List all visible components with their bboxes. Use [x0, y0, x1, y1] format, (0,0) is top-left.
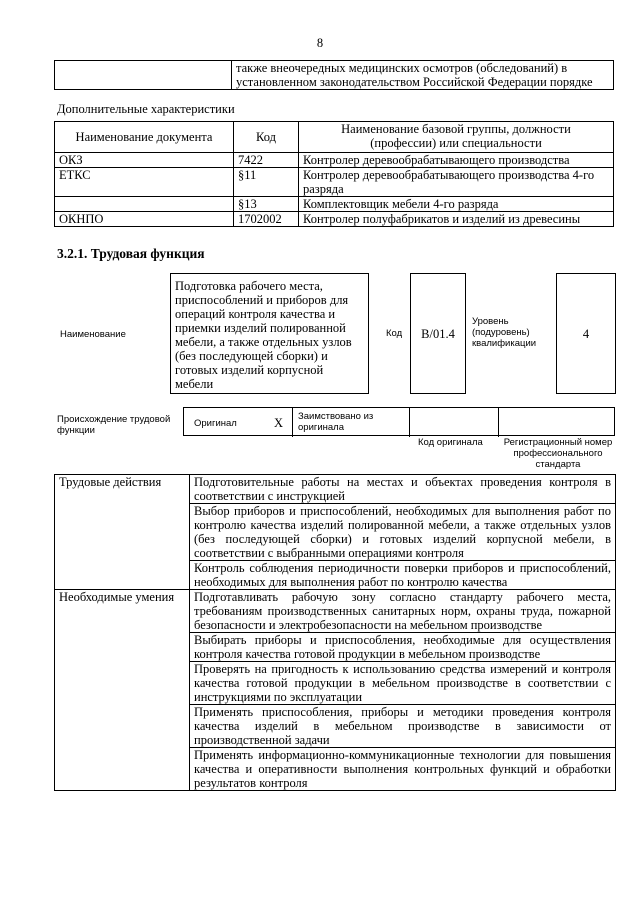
origin-label: Происхождение трудовой функции — [57, 414, 171, 436]
add-cell: ОКНПО — [55, 212, 234, 227]
add-cell: 7422 — [234, 153, 299, 168]
section-title: 3.2.1. Трудовая функция — [57, 246, 205, 261]
table-row — [55, 212, 614, 227]
add-header-name: Наименование базовой группы, должности (профессии) или специальности — [299, 122, 614, 153]
list-item: Подготовительные работы на местах и объектах проведения контроля в соответствии с инструкцией — [190, 475, 616, 504]
add-cell: ЕТКС — [55, 168, 234, 197]
table-row — [55, 153, 614, 168]
row-label-skills: Необходимые умения — [55, 590, 190, 791]
list-item: Применять приспособления, приборы и методики проведения контроля качества изделий в мебельном производстве в зависимости от производственной задачи — [190, 705, 616, 748]
divider — [409, 408, 410, 437]
code-label: Код — [386, 328, 403, 339]
page-number: 8 — [316, 36, 324, 50]
top-text-cell — [232, 61, 614, 90]
add-cell: §13 — [234, 197, 299, 212]
table-row — [55, 197, 614, 212]
add-cell: Контролер деревообрабатывающего производства — [299, 153, 614, 168]
divider — [292, 408, 293, 437]
add-cell: §11 — [234, 168, 299, 197]
top-continuation-table — [54, 60, 614, 90]
list-item: Выбор приборов и приспособлений, необходимых для выполнения работ по контролю качества изделий полированной мебели, а также отдельных узлов (без последующей сборки) и готовых изделий корпусной мебели, в соответствии с выбранными операциями контроля — [190, 504, 616, 561]
add-cell: Комплектовщик мебели 4-го разряда — [299, 197, 614, 212]
list-item: Применять информационно-коммуникационные технологии для повышения качества и оперативности выполнения контрольных функций и обработки результатов контроля — [190, 748, 616, 791]
level-value-box: 4 — [556, 273, 616, 394]
add-header-doc: Наименование документа — [55, 122, 234, 153]
top-text-line2: установленном законодательством Российской Федерации порядке — [236, 75, 593, 89]
add-cell: ОКЗ — [55, 153, 234, 168]
add-cell — [55, 197, 234, 212]
top-text-line1: также внеочередных медицинских осмотров (обследований) в — [236, 61, 568, 75]
add-cell: Контролер деревообрабатывающего производства 4-го разряда — [299, 168, 614, 197]
origin-row — [183, 407, 615, 436]
list-item: Проверять на пригодность к использованию средства измерений и контроля качества готовой продукции в мебельном производстве в соответствии с инструкциями по эксплуатации — [190, 662, 616, 705]
code-value-box: B/01.4 — [410, 273, 466, 394]
function-name-box: Подготовка рабочего места, приспособлений и приборов для операций контроля качества и приемки изделий полированной мебели, а также отдельных узлов (без последующей сборки) и готовых изделий корпусной мебели — [170, 273, 369, 394]
table-row — [55, 168, 614, 197]
table-row — [55, 590, 616, 633]
list-item: Подготавливать рабочую зону согласно стандарту рабочего места, требованиям производственных санитарных норм, охраны труда, пожарной безопасности и электробезопасности на мебельном производстве — [190, 590, 616, 633]
main-table — [54, 474, 616, 791]
original-label: Оригинал — [194, 418, 237, 429]
list-item: Выбирать приборы и приспособления, необходимые для осуществления контроля качества готовой продукции в мебельном производстве — [190, 633, 616, 662]
additional-title: Дополнительные характеристики — [57, 102, 235, 116]
add-cell: Контролер полуфабрикатов и изделий из древесины — [299, 212, 614, 227]
additional-table — [54, 121, 614, 227]
code-original-label: Код оригинала — [418, 437, 483, 448]
add-cell: 1702002 — [234, 212, 299, 227]
original-mark: X — [274, 416, 284, 430]
add-header-code: Код — [234, 122, 299, 153]
reg-number-label: Регистрационный номер профессионального стандарта — [503, 437, 613, 470]
divider — [498, 408, 499, 437]
table-row — [55, 475, 616, 504]
level-label: Уровень (подуровень) квалификации — [472, 316, 537, 349]
name-label: Наименование — [60, 329, 126, 340]
top-empty-cell — [55, 61, 232, 90]
borrowed-label: Заимствовано из оригинала — [298, 411, 374, 433]
row-label-actions: Трудовые действия — [55, 475, 190, 590]
list-item: Контроль соблюдения периодичности поверки приборов и приспособлений, необходимых для выполнения работ по контролю качества — [190, 561, 616, 590]
